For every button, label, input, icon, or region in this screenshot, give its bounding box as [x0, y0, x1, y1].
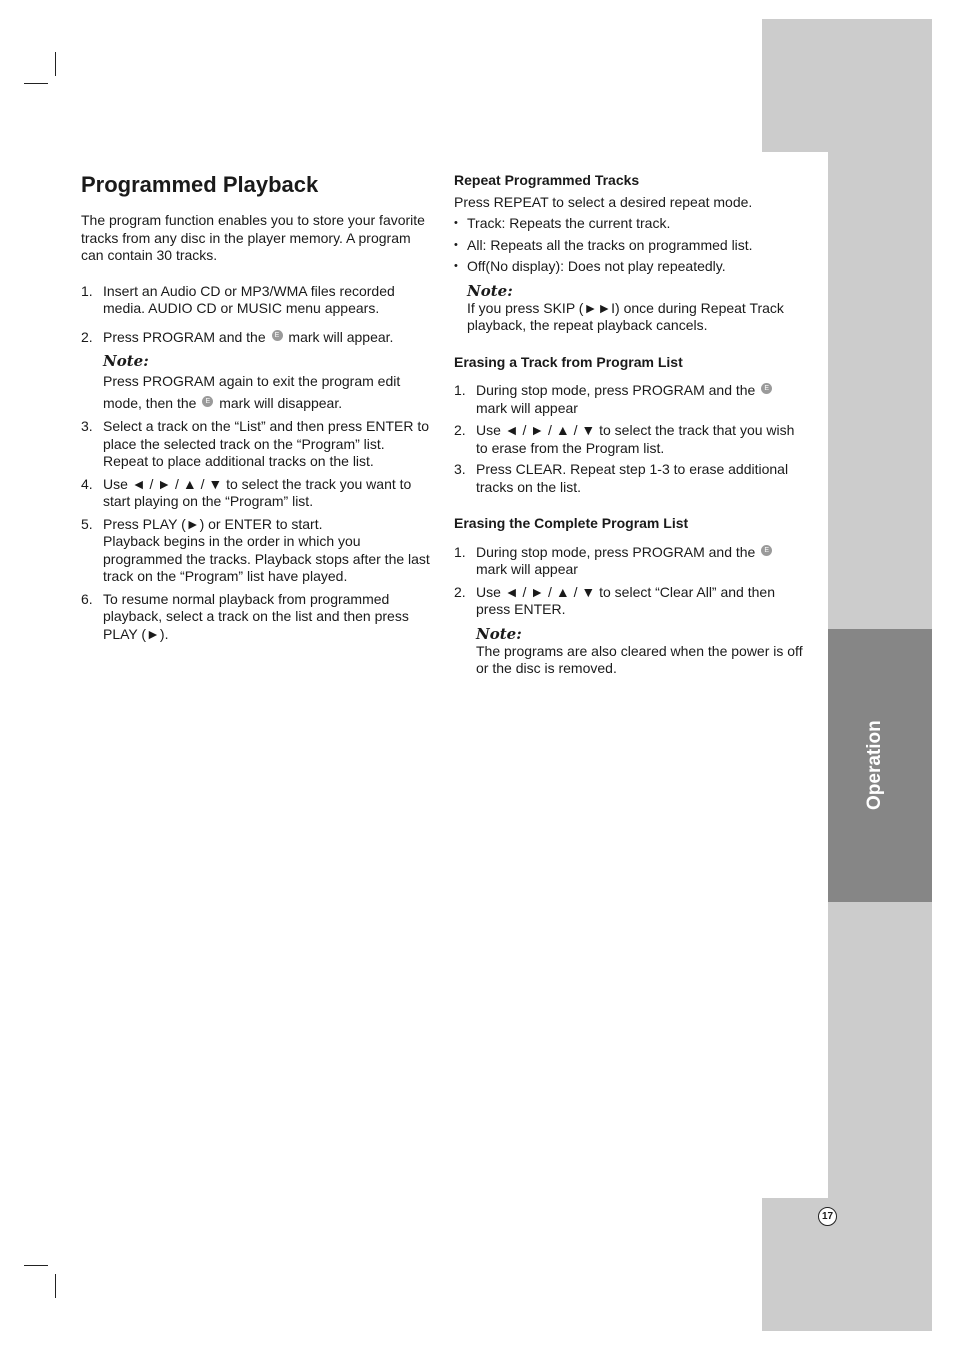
right-column — [454, 172, 804, 678]
step-5: 5. Press PLAY (►) or ENTER to start. Playback begins in the order in which you programmed the tracks. Playback stops after the last track on the “Program” list have played. — [81, 515, 430, 584]
list-item: • Track: Repeats the current track. — [454, 215, 671, 231]
page-title: Programmed Playback — [81, 172, 319, 197]
clear-step-1: 1. During stop mode, press PROGRAM and the E mark will appear — [454, 544, 804, 579]
repeat-intro: Press REPEAT to select a desired repeat mode. — [454, 193, 753, 210]
repeat-heading: Repeat Programmed Tracks — [454, 172, 640, 188]
note-text: If you press SKIP (►►I) once during Repeat Track playback, the repeat playback cancels. — [467, 299, 784, 333]
step-2: 2. Press PROGRAM and the E mark will appear. Note: Press PROGRAM again to exit the program edit mode, then the E mark will disappear. — [81, 329, 431, 415]
program-mark-icon: E — [202, 396, 213, 407]
note-text: The programs are also cleared when the power is off or the disc is removed. — [476, 642, 803, 676]
program-mark-icon: E — [761, 383, 772, 394]
crop-mark — [55, 1274, 56, 1298]
note-text: Press PROGRAM again to exit the program edit mode, then the E mark will disappear. — [103, 373, 401, 411]
crop-mark — [24, 1265, 48, 1266]
side-bar-bottom — [762, 1198, 932, 1331]
left-column — [81, 172, 431, 643]
erase-step-1: 1. During stop mode, press PROGRAM and the E mark will appear — [454, 382, 804, 417]
list-item: • Off(No display): Does not play repeatedly. — [454, 258, 726, 274]
list-item: • All: Repeats all the tracks on programmed list. — [454, 236, 753, 253]
step-1: 1. Insert an Audio CD or MP3/WMA files recorded media. AUDIO CD or MUSIC menu appears. — [81, 282, 395, 316]
program-mark-icon: E — [761, 545, 772, 556]
erase-step-2: 2. Use ◄ / ► / ▲ / ▼ to select the track that you wish to erase from the Program list. — [454, 422, 795, 456]
erase-track-heading: Erasing a Track from Program List — [454, 353, 683, 370]
repeat-note — [454, 282, 804, 335]
step-4: 4. Use ◄ / ► / ▲ / ▼ to select the track you want to start playing on the “Program” list. — [81, 475, 412, 509]
step-3: 3. Select a track on the “List” and then press ENTER to place the selected track on the “Program” list. Repeat to place additional tracks on the list. — [81, 418, 430, 469]
note-title: Note: — [467, 281, 513, 300]
intro-text: The program function enables you to store your favorite tracks from any disc in the player memory. A program can contain 30 tracks. — [81, 212, 425, 263]
step-6: 6. To resume normal playback from programmed playback, select a track on the list and then press PLAY (►). — [81, 590, 409, 642]
note-title: Note: — [476, 624, 522, 643]
erase-step-3: 3. Press CLEAR. Repeat step 1-3 to erase additional tracks on the list. — [454, 461, 789, 495]
clear-step-2: 2. Use ◄ / ► / ▲ / ▼ to select “Clear All” and then press ENTER. Note: The programs are also cleared when the power is off or the disc is removed. — [454, 583, 803, 676]
program-mark-icon: E — [272, 330, 283, 341]
crop-mark — [55, 52, 56, 76]
crop-mark — [24, 83, 48, 84]
page-number: 17 — [818, 1207, 837, 1226]
erase-all-heading: Erasing the Complete Program List — [454, 515, 689, 531]
note-title: Note: — [103, 352, 149, 370]
